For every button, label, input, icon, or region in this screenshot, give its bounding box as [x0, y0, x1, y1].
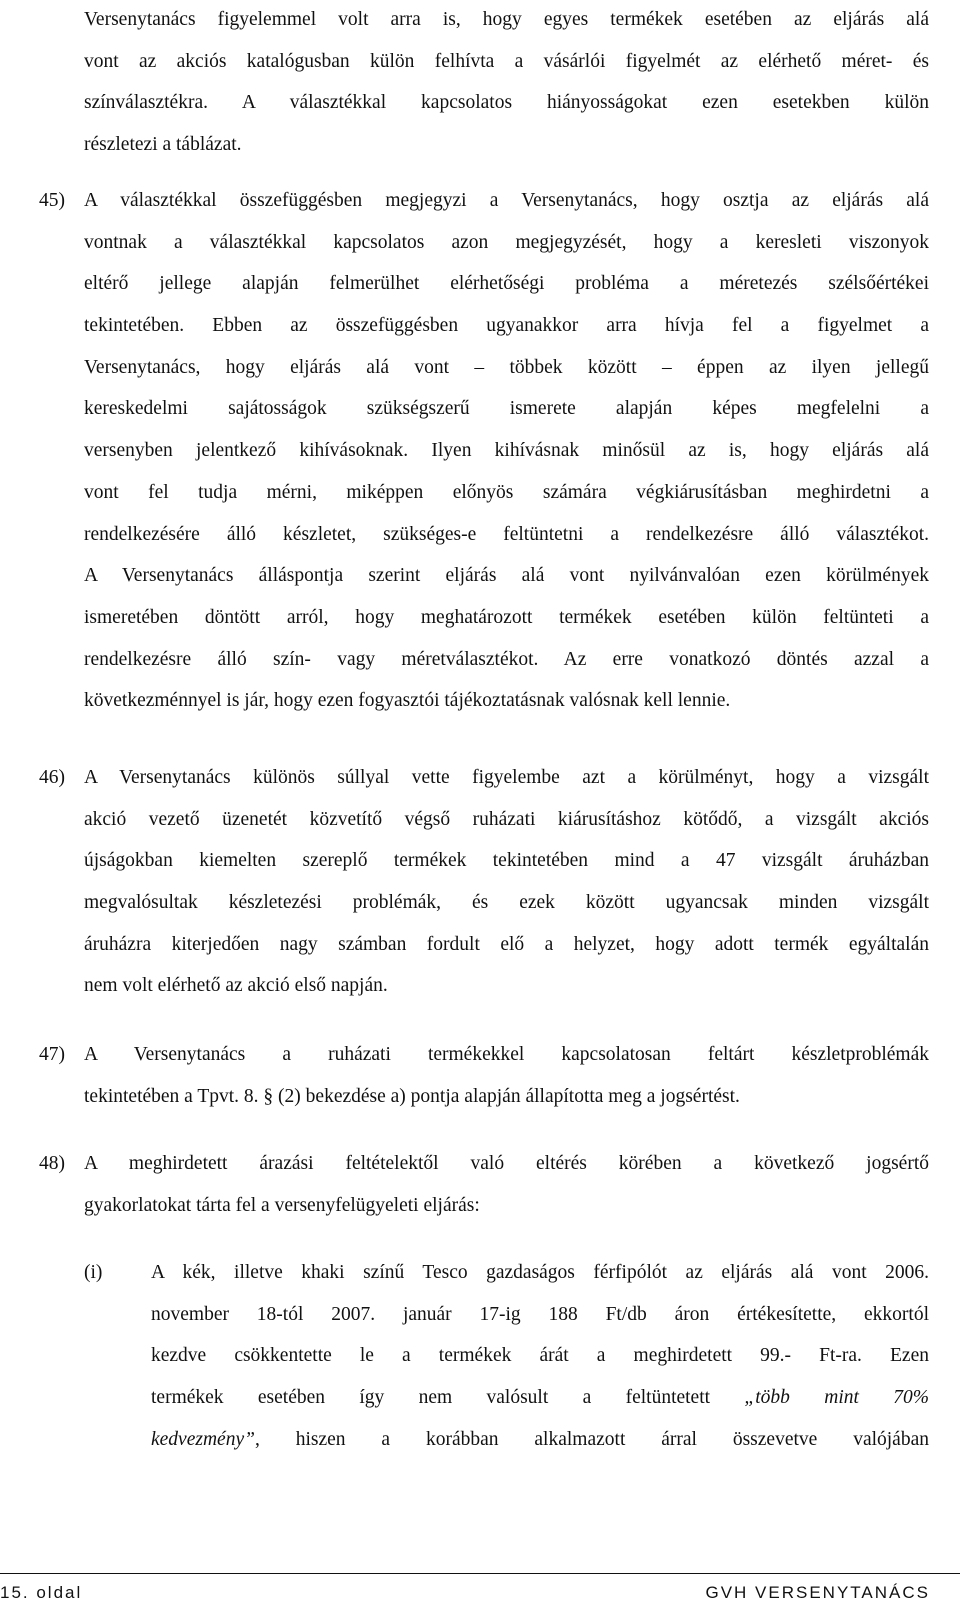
text-line: vont fel tudja mérni, miképpen előnyös számára végkiárusításban meghirdetni a	[84, 481, 929, 503]
text-line: ismeretében döntött arról, hogy meghatározott termékek esetében külön feltünteti a	[84, 606, 929, 628]
text-line: rendelkezésre álló szín- vagy méretválasztékot. Az erre vonatkozó döntés azzal a	[84, 648, 929, 670]
text-line: november 18-tól 2007. január 17-ig 188 Ft/db áron értékesítette, ekkortól	[151, 1303, 929, 1325]
text-line: Versenytanács figyelemmel volt arra is, hogy egyes termékek esetében az eljárás alá	[84, 9, 929, 30]
text-line: nem volt elérhető az akció első napján.	[84, 975, 388, 997]
text-line: A Versenytanács a ruházati termékekkel kapcsolatosan feltárt készletproblémák	[84, 1044, 929, 1065]
paragraph-47	[84, 1034, 929, 1117]
paragraph-number: 45)	[39, 190, 65, 211]
text-line	[151, 1377, 929, 1419]
paragraph-46	[84, 757, 929, 1007]
quote-italic: „több mint 70%	[744, 1387, 929, 1409]
text-line: megvalósultak készletezési problémák, és ezek között ugyancsak minden vizsgált	[84, 892, 929, 914]
paragraph-48	[84, 1143, 929, 1226]
text-line: kezdve csökkentette le a termékek árát a meghirdetett 99.- Ft-ra. Ezen	[151, 1345, 929, 1367]
paragraph-45	[84, 180, 929, 722]
paragraph-number: 47)	[39, 1044, 65, 1065]
text-line: gyakorlatokat tárta fel a versenyfelügyeleti eljárás:	[84, 1194, 480, 1216]
text-line: akció vezető üzenetét közvetítő végső ruházati kiárusításhoz kötődő, a vizsgált akciós	[84, 808, 929, 830]
text-line: következménnyel is jár, hogy ezen fogyasztói tájékoztatásnak valósnak kell lennie.	[84, 690, 731, 712]
text-line: eltérő jellege alapján felmerülhet elérhetőségi probléma a méretezés szélsőértékei	[84, 273, 929, 295]
text-line: A meghirdetett árazási feltételektől való eltérés körében a következő jogsértő	[84, 1153, 929, 1174]
text-line: versenyben jelentkező kihívásoknak. Ilyen kihívásnak minősül az is, hogy eljárás alá	[84, 440, 929, 462]
footer-organization: GVH VERSENYTANÁCS	[705, 1583, 930, 1602]
text-line: A választékkal összefüggésben megjegyzi a Versenytanács, hogy osztja az eljárás alá	[84, 190, 929, 211]
intro-paragraph	[84, 0, 929, 166]
quote-italic: kedvezmény”	[151, 1428, 255, 1450]
text-segment: termékek esetében így nem valósult a feltüntetett	[151, 1387, 711, 1409]
text-line: újságokban kiemelten szereplő termékek tekintetében mind a 47 vizsgált áruházban	[84, 850, 929, 872]
paragraph-number: 46)	[39, 767, 65, 788]
list-item-text	[151, 1252, 929, 1460]
text-line: vont az akciós katalógusban külön felhívta a vásárlói figyelmét az elérhető méret- és	[84, 50, 929, 72]
text-line	[151, 1419, 929, 1461]
page-number: 15. oldal	[0, 1583, 83, 1602]
text-line: részletezi a táblázat.	[84, 134, 242, 156]
text-line: áruházra kiterjedően nagy számban fordult elő a helyzet, hogy adott termék egyáltalán	[84, 933, 929, 955]
text-line: A kék, illetve khaki színű Tesco gazdaságos férfipólót az eljárás alá vont 2006.	[151, 1262, 929, 1283]
text-line: kereskedelmi sajátosságok szükségszerű ismerete alapján képes megfelelni a	[84, 398, 929, 420]
text-line: A Versenytanács különös súllyal vette figyelembe azt a körülményt, hogy a vizsgált	[84, 767, 929, 788]
text-segment: , hiszen a korábban alkalmazott árral összevetve valójában	[254, 1428, 929, 1450]
text-line: A Versenytanács álláspontja szerint eljárás alá vont nyilvánvalóan ezen körülmények	[84, 565, 929, 587]
list-item-label: (i)	[84, 1262, 103, 1283]
text-line: rendelkezésére álló készletet, szükséges-e feltüntetni a rendelkezésre álló választékot.	[84, 523, 929, 545]
text-line: Versenytanács, hogy eljárás alá vont – többek között – éppen az ilyen jellegű	[84, 356, 929, 378]
text-line: tekintetében a Tpvt. 8. § (2) bekezdése a) pontja alapján állapította meg a jogsértést.	[84, 1085, 740, 1107]
text-line: vontnak a választékkal kapcsolatos azon megjegyzését, hogy a keresleti viszonyok	[84, 231, 929, 253]
footer-divider	[0, 1573, 960, 1574]
paragraph-number: 48)	[39, 1153, 65, 1174]
text-line: színválasztékra. A választékkal kapcsolatos hiányosságokat ezen esetekben külön	[84, 92, 929, 114]
text-line: tekintetében. Ebben az összefüggésben ugyanakkor arra hívja fel a figyelmet a	[84, 315, 929, 337]
